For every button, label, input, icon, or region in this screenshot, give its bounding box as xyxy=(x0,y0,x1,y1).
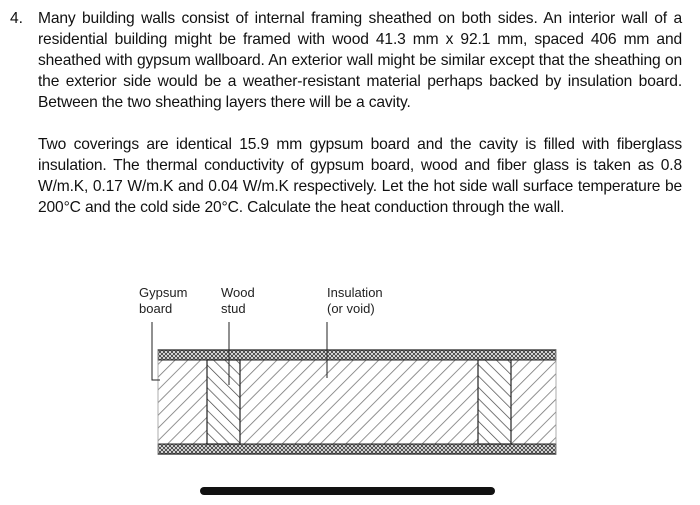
label-insulation-line1: Insulation xyxy=(327,285,383,300)
question-number: 4. xyxy=(10,10,24,27)
gypsum-board-bottom xyxy=(158,444,556,454)
home-indicator-bar[interactable] xyxy=(200,487,495,495)
question-block xyxy=(10,8,682,218)
question-paragraph-1: Many building walls consist of internal framing sheathed on both sides. An interior wall of a residential building might be framed with wood 41.3 mm x 92.1 mm, spaced 406 mm and sheathed with gypsum wallboard. An exterior wall might be similar except that the sheathing on the exterior side would be a weather-resistant material perhaps backed by insulation board. Between the two sheathing layers there will be a cavity. xyxy=(38,10,682,111)
question-paragraph-2: Two coverings are identical 15.9 mm gypsum board and the cavity is filled with fiberglass insulation. The thermal conductivity of gypsum board, wood and fiber glass is taken as 0.8 W/m.K, 0.17 W/m.K and 0.04 W/m.K respectively. Let the hot side wall surface temperature be 200°C and the cold side 20°C. Calculate the heat conduction through the wall. xyxy=(38,136,682,216)
insulation-cavity xyxy=(158,360,556,444)
label-wood-stud-line1: Wood xyxy=(221,285,255,300)
wood-stud-right xyxy=(478,360,511,444)
label-wood-stud-line2: stud xyxy=(221,301,246,316)
wood-stud-left xyxy=(207,360,240,444)
label-gypsum-board-line1: Gypsum xyxy=(139,285,188,300)
label-insulation-line2: (or void) xyxy=(327,301,375,316)
wall-section xyxy=(158,350,556,454)
label-gypsum-board-line2: board xyxy=(139,301,173,316)
leader-gypsum xyxy=(152,322,160,380)
gypsum-board-top xyxy=(158,350,556,360)
